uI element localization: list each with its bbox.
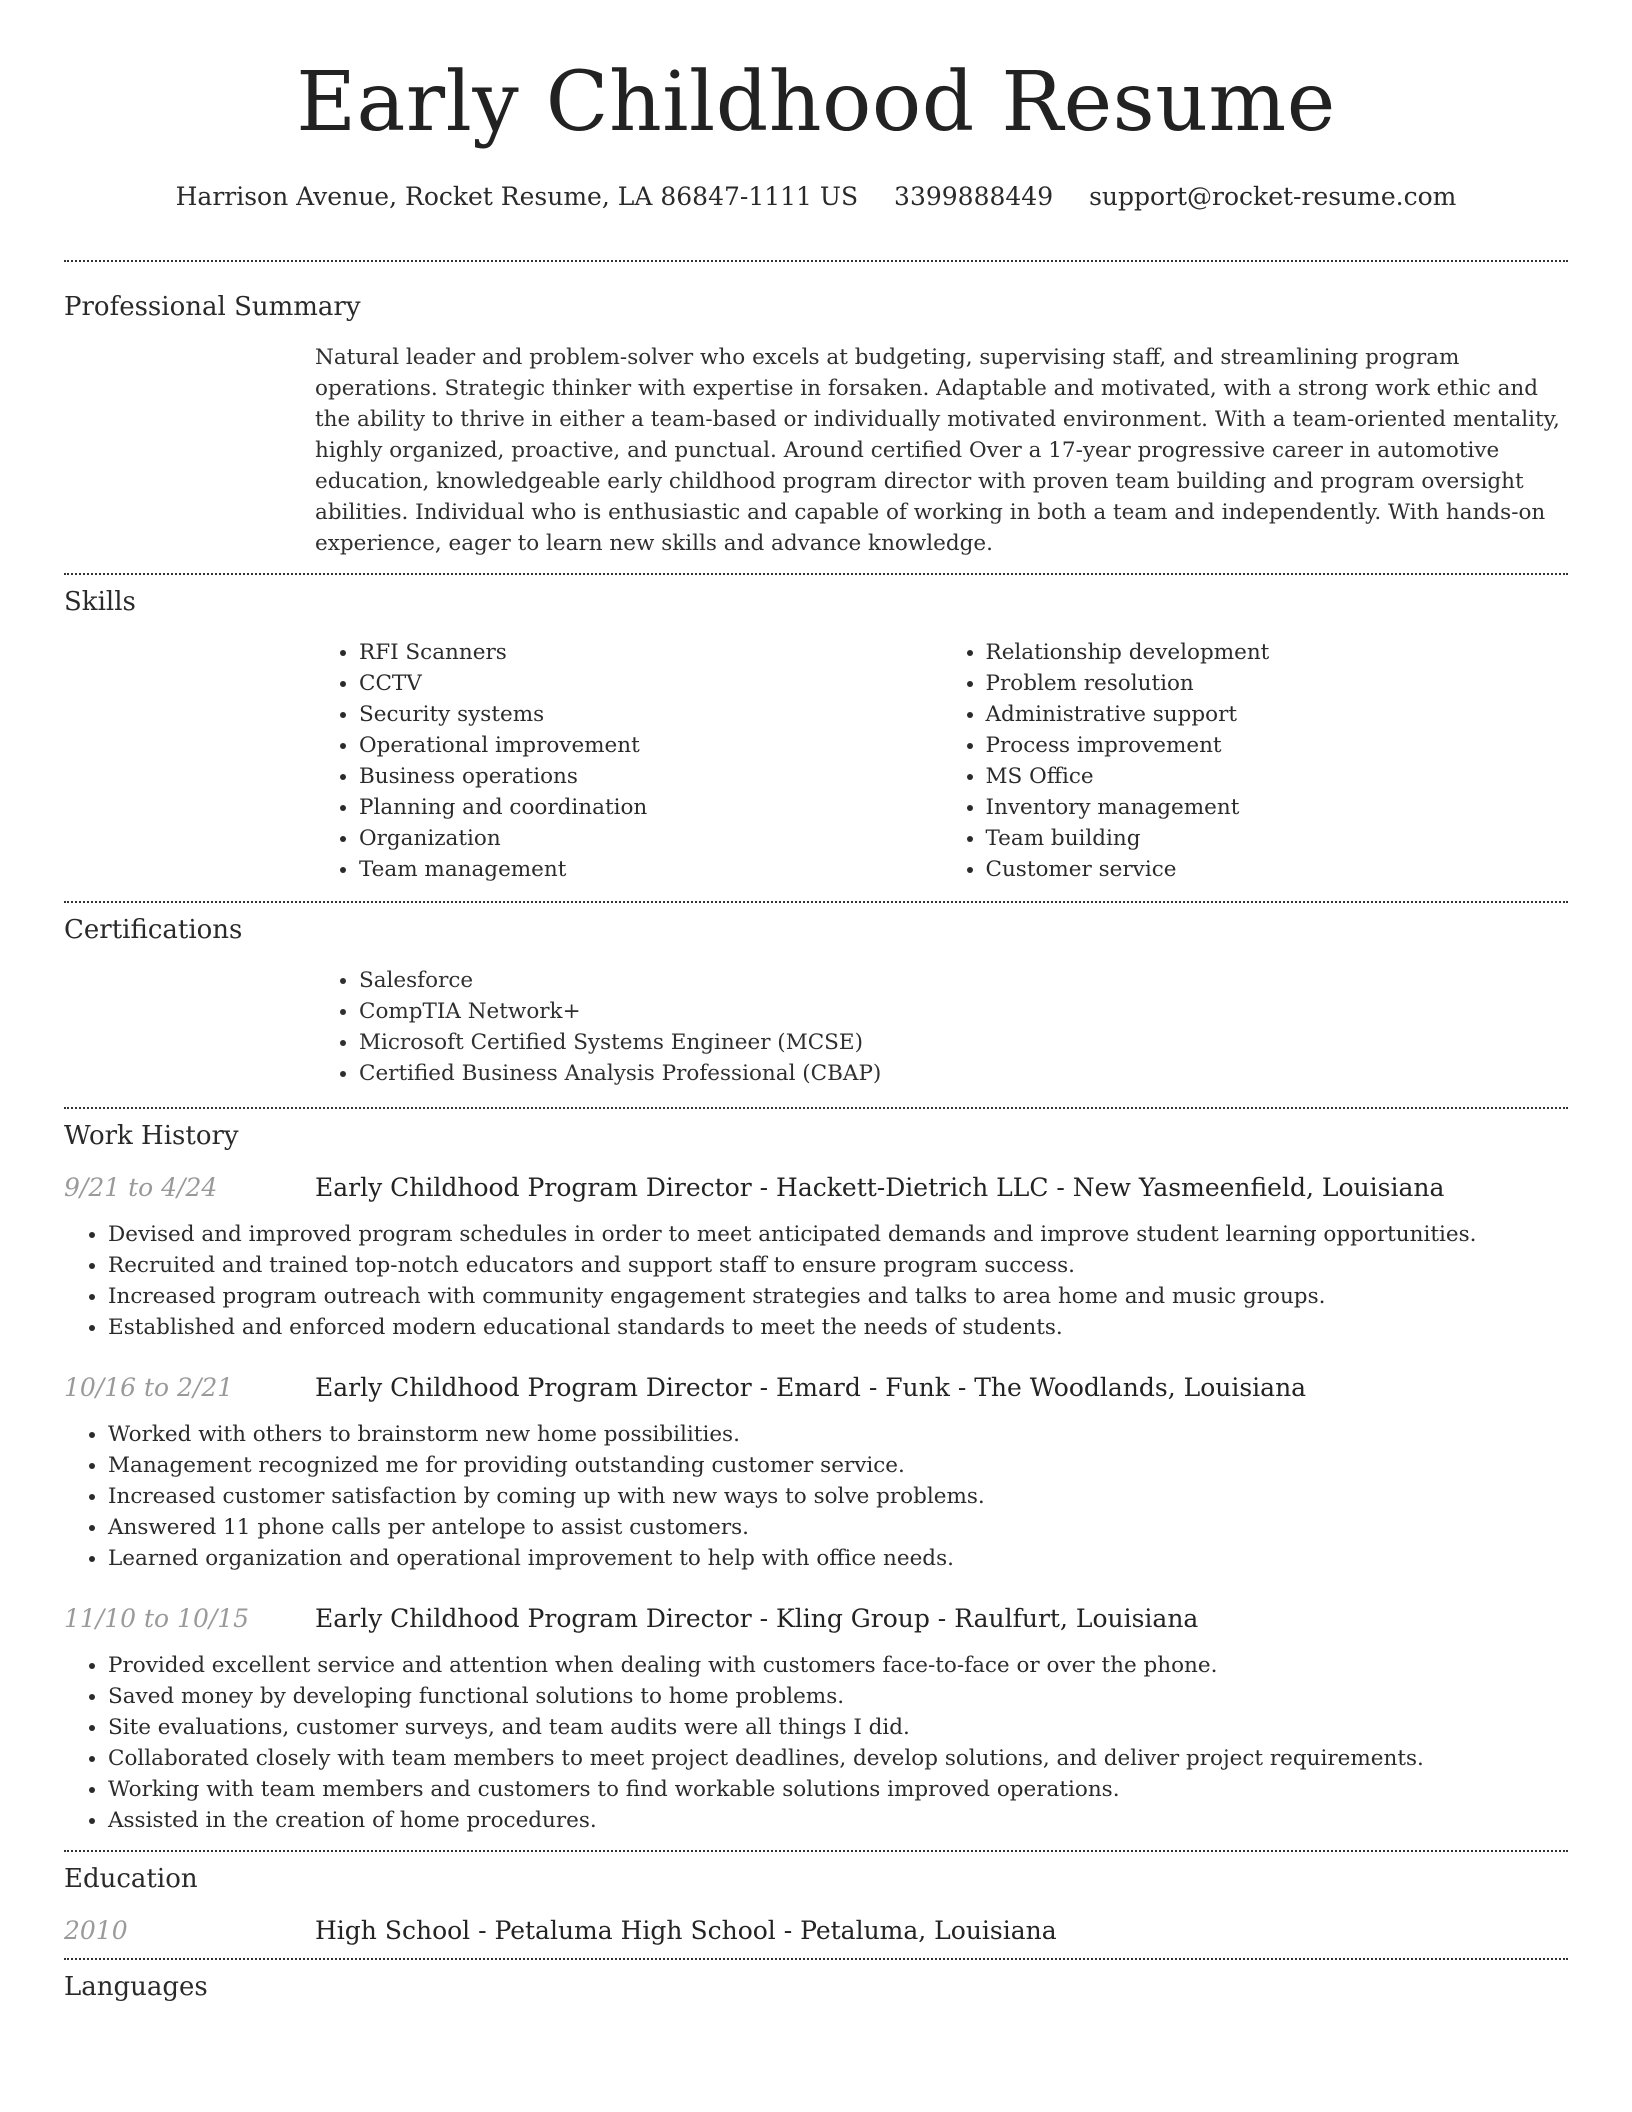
education-date: 2010 — [64, 1916, 128, 1945]
section-education — [64, 1852, 1568, 1958]
contact-line — [64, 180, 1568, 214]
section-title-work-history: Work History — [64, 1121, 239, 1151]
job-bullets — [64, 1219, 1568, 1343]
skill-item: • CCTV — [359, 668, 942, 699]
skills-list-left — [315, 637, 942, 885]
skills-grid — [315, 637, 1568, 901]
resume-name: Early Childhood Resume — [296, 55, 1336, 150]
job-bullet: • Working with team members and customers to find workable solutions improved operations. — [108, 1774, 1568, 1805]
section-title-certifications: Certifications — [64, 915, 243, 945]
job-header — [64, 1171, 1568, 1205]
job-bullet: • Devised and improved program schedules in order to meet anticipated demands and improve student learning opportunities. — [108, 1219, 1568, 1250]
section-skills — [64, 575, 1568, 901]
skill-item: • Operational improvement — [359, 730, 942, 761]
skill-item: • Team management — [359, 854, 942, 885]
job-bullet: • Provided excellent service and attention when dealing with customers face-to-face or over the phone. — [108, 1650, 1568, 1681]
job-entry — [64, 1171, 1568, 1343]
skill-item: • MS Office — [986, 761, 1569, 792]
certification-item: • Certified Business Analysis Professional (CBAP) — [359, 1058, 1568, 1089]
skill-item: • Process improvement — [986, 730, 1569, 761]
skill-item: • RFI Scanners — [359, 637, 942, 668]
skill-item: • Security systems — [359, 699, 942, 730]
section-title-skills: Skills — [64, 587, 136, 617]
skill-item: • Team building — [986, 823, 1569, 854]
job-bullet: • Increased program outreach with community engagement strategies and talks to area home and music groups. — [108, 1281, 1568, 1312]
summary-text: Natural leader and problem-solver who excels at budgeting, supervising staff, and streamlining program operations. Strategic thinker with expertise in forsaken. Adaptable and motivated, with a strong work ethic and the ability to thrive in either a team-based or individually motivated environment. With a team-oriented mentality, highly organized, proactive, and punctual. Around certified Over a 17-year progressive career in automotive education, knowledgeable early childhood program director with proven team building and program oversight abilities. Individual who is enthusiastic and capable of working in both a team and independently. With hands-on experience, eager to learn new skills and advance knowledge. — [315, 345, 1560, 556]
job-header — [64, 1371, 1568, 1405]
job-date: 11/10 to 10/15 — [64, 1604, 250, 1633]
job-bullet: • Assisted in the creation of home procedures. — [108, 1805, 1568, 1836]
contact-phone: 3399888449 — [894, 182, 1054, 211]
skill-item: • Inventory management — [986, 792, 1569, 823]
education-title: High School - Petaluma High School - Petaluma, Louisiana — [315, 1916, 1057, 1945]
certifications-list — [315, 965, 1568, 1089]
skills-list-right — [942, 637, 1569, 885]
skill-item: • Business operations — [359, 761, 942, 792]
section-languages — [64, 1960, 1568, 2004]
education-entry — [64, 1914, 1568, 1958]
section-summary — [64, 262, 1568, 573]
section-title-summary: Professional Summary — [64, 292, 361, 322]
certification-item: • CompTIA Network+ — [359, 996, 1568, 1027]
job-date: 9/21 to 4/24 — [64, 1173, 218, 1202]
job-bullets — [64, 1650, 1568, 1836]
job-bullet: • Worked with others to brainstorm new home possibilities. — [108, 1419, 1568, 1450]
section-title-education: Education — [64, 1864, 198, 1894]
skill-item: • Customer service — [986, 854, 1569, 885]
certification-item: • Salesforce — [359, 965, 1568, 996]
job-bullets — [64, 1419, 1568, 1574]
summary-content — [315, 342, 1568, 573]
skill-item: • Relationship development — [986, 637, 1569, 668]
section-title-languages: Languages — [64, 1972, 208, 2002]
job-bullet: • Recruited and trained top-notch educators and support staff to ensure program success. — [108, 1250, 1568, 1281]
certification-item: • Microsoft Certified Systems Engineer (MCSE) — [359, 1027, 1568, 1058]
section-work-history — [64, 1109, 1568, 1850]
job-bullet: • Collaborated closely with team members to meet project deadlines, develop solutions, and deliver project requirements. — [108, 1743, 1568, 1774]
job-bullet: • Saved money by developing functional solutions to home problems. — [108, 1681, 1568, 1712]
skill-item: • Problem resolution — [986, 668, 1569, 699]
resume-header — [64, 0, 1568, 214]
job-header — [64, 1602, 1568, 1636]
job-title: Early Childhood Program Director - Hackett-Dietrich LLC - New Yasmeenfield, Louisiana — [315, 1173, 1445, 1202]
job-title: Early Childhood Program Director - Kling Group - Raulfurt, Louisiana — [315, 1604, 1199, 1633]
skill-item: • Planning and coordination — [359, 792, 942, 823]
job-bullet: • Site evaluations, customer surveys, and team audits were all things I did. — [108, 1712, 1568, 1743]
contact-email: support@rocket-resume.com — [1089, 182, 1457, 211]
job-bullet: • Answered 11 phone calls per antelope to assist customers. — [108, 1512, 1568, 1543]
job-bullet: • Learned organization and operational improvement to help with office needs. — [108, 1543, 1568, 1574]
job-entry — [64, 1371, 1568, 1574]
job-bullet: • Increased customer satisfaction by coming up with new ways to solve problems. — [108, 1481, 1568, 1512]
skill-item: • Administrative support — [986, 699, 1569, 730]
certifications-content — [315, 965, 1568, 1107]
job-date: 10/16 to 2/21 — [64, 1373, 234, 1402]
skill-item: • Organization — [359, 823, 942, 854]
job-bullet: • Established and enforced modern educational standards to meet the needs of students. — [108, 1312, 1568, 1343]
job-title: Early Childhood Program Director - Emard - Funk - The Woodlands, Louisiana — [315, 1373, 1307, 1402]
job-bullet: • Management recognized me for providing outstanding customer service. — [108, 1450, 1568, 1481]
job-entry — [64, 1602, 1568, 1850]
contact-address: Harrison Avenue, Rocket Resume, LA 86847-1111 US — [175, 182, 859, 211]
section-certifications — [64, 903, 1568, 1107]
